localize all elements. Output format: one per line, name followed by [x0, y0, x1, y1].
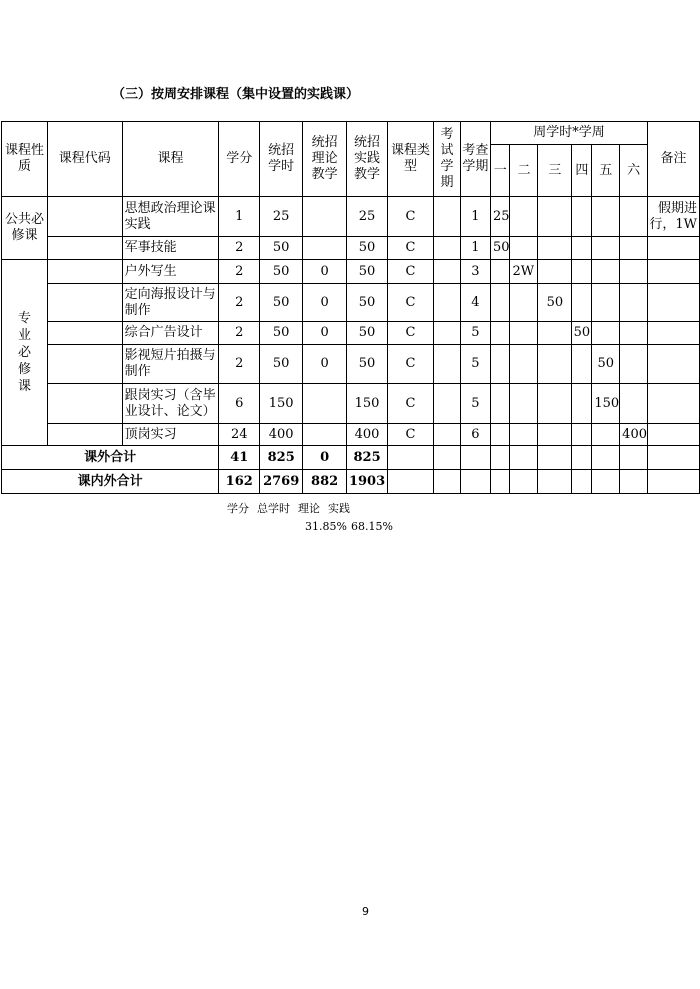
header-code: 课程代码	[47, 122, 122, 197]
term-5: 150	[592, 384, 620, 424]
theory	[303, 197, 347, 237]
term-2	[510, 345, 538, 384]
check-term: 5	[460, 384, 490, 424]
empty-cell	[388, 470, 434, 494]
table-row	[2, 322, 700, 345]
term-2	[510, 284, 538, 322]
term-6: 400	[620, 424, 648, 446]
course-name: 影视短片拍摄与制作	[122, 345, 219, 384]
group-major: 专业必修课	[2, 260, 48, 446]
header-total-hours: 统招学时	[260, 122, 303, 197]
term-3	[538, 424, 572, 446]
remarks	[648, 237, 700, 260]
footer-labels	[227, 500, 358, 516]
empty-cell	[620, 470, 648, 494]
credit: 2	[219, 345, 260, 384]
term-2	[510, 384, 538, 424]
header-credit: 学分	[219, 122, 260, 197]
term-6	[620, 260, 648, 284]
remarks	[648, 322, 700, 345]
term-6	[620, 284, 648, 322]
exam-term	[434, 284, 461, 322]
course-name: 军事技能	[122, 237, 219, 260]
total-all-theory: 882	[303, 470, 347, 494]
term-1: 25	[490, 197, 510, 237]
practice: 150	[347, 384, 388, 424]
course-type: C	[388, 197, 434, 237]
header-check-term: 考查学期	[460, 122, 490, 197]
term-4	[572, 284, 592, 322]
term-4	[572, 384, 592, 424]
check-term: 1	[460, 237, 490, 260]
hours: 50	[260, 260, 303, 284]
header-term-5: 五	[592, 145, 620, 197]
term-2	[510, 197, 538, 237]
course-type: C	[388, 322, 434, 345]
credit: 1	[219, 197, 260, 237]
practice-course-table	[1, 121, 700, 494]
term-1	[490, 260, 510, 284]
table-row	[2, 197, 700, 237]
term-1	[490, 345, 510, 384]
check-term: 5	[460, 345, 490, 384]
empty-cell	[510, 446, 538, 470]
term-3	[538, 260, 572, 284]
term-5	[592, 237, 620, 260]
total-outside-label: 课外合计	[2, 446, 219, 470]
header-theory: 统招理论教学	[303, 122, 347, 197]
term-3	[538, 322, 572, 345]
credit: 2	[219, 237, 260, 260]
empty-cell	[648, 446, 700, 470]
term-4	[572, 237, 592, 260]
hours: 150	[260, 384, 303, 424]
term-5	[592, 260, 620, 284]
term-2	[510, 237, 538, 260]
credit: 2	[219, 284, 260, 322]
term-4	[572, 424, 592, 446]
page-number: 9	[362, 905, 369, 918]
term-3	[538, 197, 572, 237]
term-3	[538, 384, 572, 424]
empty-cell	[538, 446, 572, 470]
term-6	[620, 384, 648, 424]
course-code	[47, 384, 122, 424]
theory: 0	[303, 284, 347, 322]
course-code	[47, 284, 122, 322]
hours: 50	[260, 284, 303, 322]
term-6	[620, 322, 648, 345]
total-outside-credit: 41	[219, 446, 260, 470]
header-course: 课程	[122, 122, 219, 197]
practice: 50	[347, 260, 388, 284]
course-code	[47, 237, 122, 260]
term-6	[620, 237, 648, 260]
exam-term	[434, 237, 461, 260]
exam-term	[434, 322, 461, 345]
term-6	[620, 197, 648, 237]
header-term-4: 四	[572, 145, 592, 197]
hours: 50	[260, 345, 303, 384]
group-public: 公共必修课	[2, 197, 48, 260]
credit: 24	[219, 424, 260, 446]
empty-cell	[490, 446, 510, 470]
header-practice: 统招实践教学	[347, 122, 388, 197]
header-remarks: 备注	[648, 122, 700, 197]
empty-cell	[572, 446, 592, 470]
course-type: C	[388, 284, 434, 322]
course-name: 思想政治理论课实践	[122, 197, 219, 237]
header-weekly: 周学时*学周	[490, 122, 647, 145]
total-outside-hours: 825	[260, 446, 303, 470]
course-type: C	[388, 237, 434, 260]
footer-label-credit: 学分	[227, 502, 249, 515]
term-4: 50	[572, 322, 592, 345]
check-term: 3	[460, 260, 490, 284]
remarks	[648, 284, 700, 322]
check-term: 6	[460, 424, 490, 446]
empty-cell	[460, 446, 490, 470]
term-1	[490, 424, 510, 446]
hours: 50	[260, 322, 303, 345]
course-type: C	[388, 345, 434, 384]
practice: 50	[347, 284, 388, 322]
hours: 50	[260, 237, 303, 260]
term-4	[572, 345, 592, 384]
table-row	[2, 237, 700, 260]
term-5	[592, 284, 620, 322]
credit: 6	[219, 384, 260, 424]
theory: 0	[303, 260, 347, 284]
practice: 50	[347, 322, 388, 345]
term-3	[538, 237, 572, 260]
theory	[303, 237, 347, 260]
total-outside-practice: 825	[347, 446, 388, 470]
total-all-practice: 1903	[347, 470, 388, 494]
remarks: 假期进行，1W	[648, 197, 700, 237]
term-5	[592, 197, 620, 237]
term-1	[490, 322, 510, 345]
course-name: 顶岗实习	[122, 424, 219, 446]
header-type: 课程类型	[388, 122, 434, 197]
check-term: 4	[460, 284, 490, 322]
course-code	[47, 197, 122, 237]
term-2	[510, 424, 538, 446]
empty-cell	[538, 470, 572, 494]
course-code	[47, 322, 122, 345]
footer-label-theory: 理论	[298, 502, 320, 515]
course-type: C	[388, 260, 434, 284]
practice: 25	[347, 197, 388, 237]
empty-cell	[648, 470, 700, 494]
practice: 50	[347, 237, 388, 260]
exam-term	[434, 384, 461, 424]
theory: 0	[303, 322, 347, 345]
empty-cell	[388, 446, 434, 470]
section-title: （三）按周安排课程（集中设置的实践课）	[112, 87, 360, 102]
remarks	[648, 345, 700, 384]
course-code	[47, 345, 122, 384]
course-type: C	[388, 424, 434, 446]
header-term-2: 二	[510, 145, 538, 197]
empty-cell	[510, 470, 538, 494]
term-5	[592, 424, 620, 446]
credit: 2	[219, 322, 260, 345]
total-outside-theory: 0	[303, 446, 347, 470]
remarks	[648, 384, 700, 424]
total-row-outside	[2, 446, 700, 470]
term-2: 2W	[510, 260, 538, 284]
remarks	[648, 260, 700, 284]
empty-cell	[620, 446, 648, 470]
table-row	[2, 424, 700, 446]
total-all-label: 课内外合计	[2, 470, 219, 494]
header-term-3: 三	[538, 145, 572, 197]
empty-cell	[592, 470, 620, 494]
term-1: 50	[490, 237, 510, 260]
term-4	[572, 197, 592, 237]
total-row-all	[2, 470, 700, 494]
practice: 400	[347, 424, 388, 446]
term-1	[490, 384, 510, 424]
course-name: 综合广告设计	[122, 322, 219, 345]
remarks	[648, 424, 700, 446]
total-all-hours: 2769	[260, 470, 303, 494]
header-row	[2, 122, 700, 145]
empty-cell	[434, 470, 461, 494]
header-term-6: 六	[620, 145, 648, 197]
footer-percentages	[305, 520, 397, 533]
course-code	[47, 424, 122, 446]
empty-cell	[490, 470, 510, 494]
term-3: 50	[538, 284, 572, 322]
theory	[303, 384, 347, 424]
term-5: 50	[592, 345, 620, 384]
exam-term	[434, 260, 461, 284]
credit: 2	[219, 260, 260, 284]
term-3	[538, 345, 572, 384]
term-5	[592, 322, 620, 345]
course-code	[47, 260, 122, 284]
table-row	[2, 284, 700, 322]
term-6	[620, 345, 648, 384]
theory: 0	[303, 345, 347, 384]
hours: 400	[260, 424, 303, 446]
term-4	[572, 260, 592, 284]
course-name: 定向海报设计与制作	[122, 284, 219, 322]
term-1	[490, 284, 510, 322]
header-nature: 课程性质	[2, 122, 48, 197]
check-term: 5	[460, 322, 490, 345]
hours: 25	[260, 197, 303, 237]
course-name: 跟岗实习（含毕业设计、论文）	[122, 384, 219, 424]
practice: 50	[347, 345, 388, 384]
header-exam-term: 考试学期	[434, 122, 461, 197]
empty-cell	[434, 446, 461, 470]
total-all-credit: 162	[219, 470, 260, 494]
footer-label-practice: 实践	[328, 502, 350, 515]
course-name: 户外写生	[122, 260, 219, 284]
footer-label-total-hours: 总学时	[257, 502, 290, 515]
exam-term	[434, 197, 461, 237]
exam-term	[434, 424, 461, 446]
empty-cell	[592, 446, 620, 470]
empty-cell	[572, 470, 592, 494]
empty-cell	[460, 470, 490, 494]
table-row	[2, 345, 700, 384]
header-term-1: 一	[490, 145, 510, 197]
course-type: C	[388, 384, 434, 424]
percent-practice: 68.15%	[350, 520, 393, 533]
term-2	[510, 322, 538, 345]
check-term: 1	[460, 197, 490, 237]
percent-theory: 31.85%	[305, 520, 347, 533]
table-row	[2, 260, 700, 284]
exam-term	[434, 345, 461, 384]
table-row	[2, 384, 700, 424]
theory	[303, 424, 347, 446]
